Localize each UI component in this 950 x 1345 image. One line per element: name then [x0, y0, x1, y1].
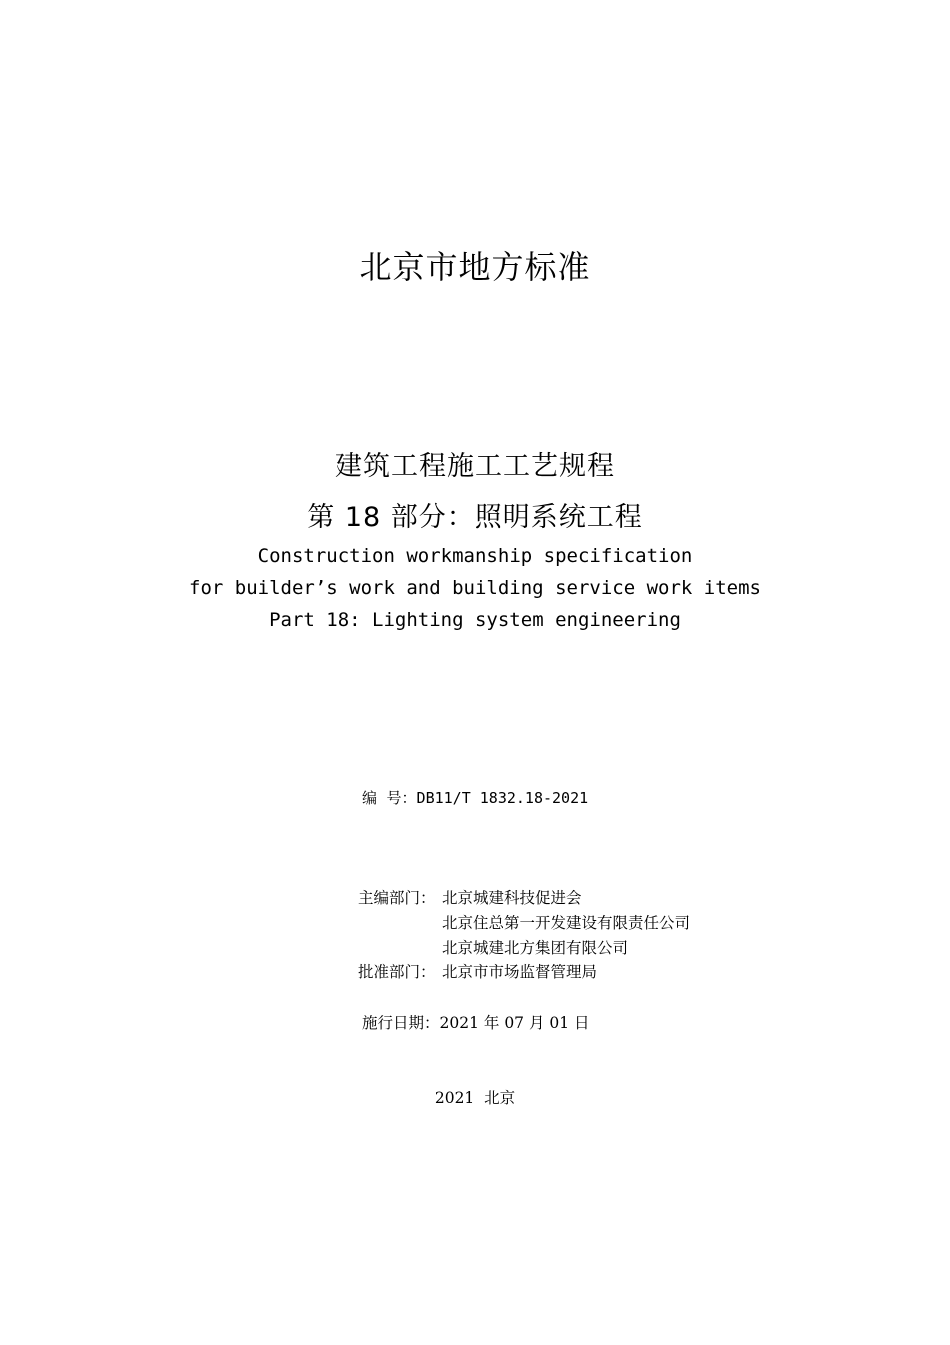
editor-row-3	[358, 936, 628, 958]
editor-row-2	[358, 911, 690, 933]
standard-type: 北京市地方标准	[359, 248, 591, 286]
editor-org-2: 北京住总第一开发建设有限责任公司	[442, 914, 691, 932]
english-title-line-1: Construction workmanship specification	[257, 545, 693, 567]
english-title-line-2: for builder’s work and building service work items	[189, 577, 761, 599]
approver-row	[358, 960, 597, 982]
effective-date-value: 2021 年 07 月 01 日	[439, 1014, 590, 1032]
editor-org-3: 北京城建北方集团有限公司	[442, 939, 629, 957]
editor-org-1: 北京城建科技促进会	[442, 889, 582, 907]
approver-org: 北京市市场监督管理局	[442, 963, 598, 981]
document-title: 建筑工程施工工艺规程	[335, 451, 615, 482]
place-year: 2021 北京	[434, 1089, 516, 1107]
approver-label: 批准部门：	[358, 963, 436, 981]
effective-date-label: 施行日期：	[362, 1014, 440, 1032]
code-value: DB11/T 1832.18-2021	[416, 789, 589, 807]
document-subtitle: 第 18 部分：照明系统工程	[307, 502, 643, 533]
english-title-line-3: Part 18: Lighting system engineering	[269, 609, 681, 631]
code-label: 编 号：	[362, 789, 417, 807]
standard-code	[362, 787, 588, 808]
editor-label: 主编部门：	[358, 889, 436, 907]
editor-row-1	[358, 886, 582, 908]
effective-date	[362, 1011, 590, 1033]
